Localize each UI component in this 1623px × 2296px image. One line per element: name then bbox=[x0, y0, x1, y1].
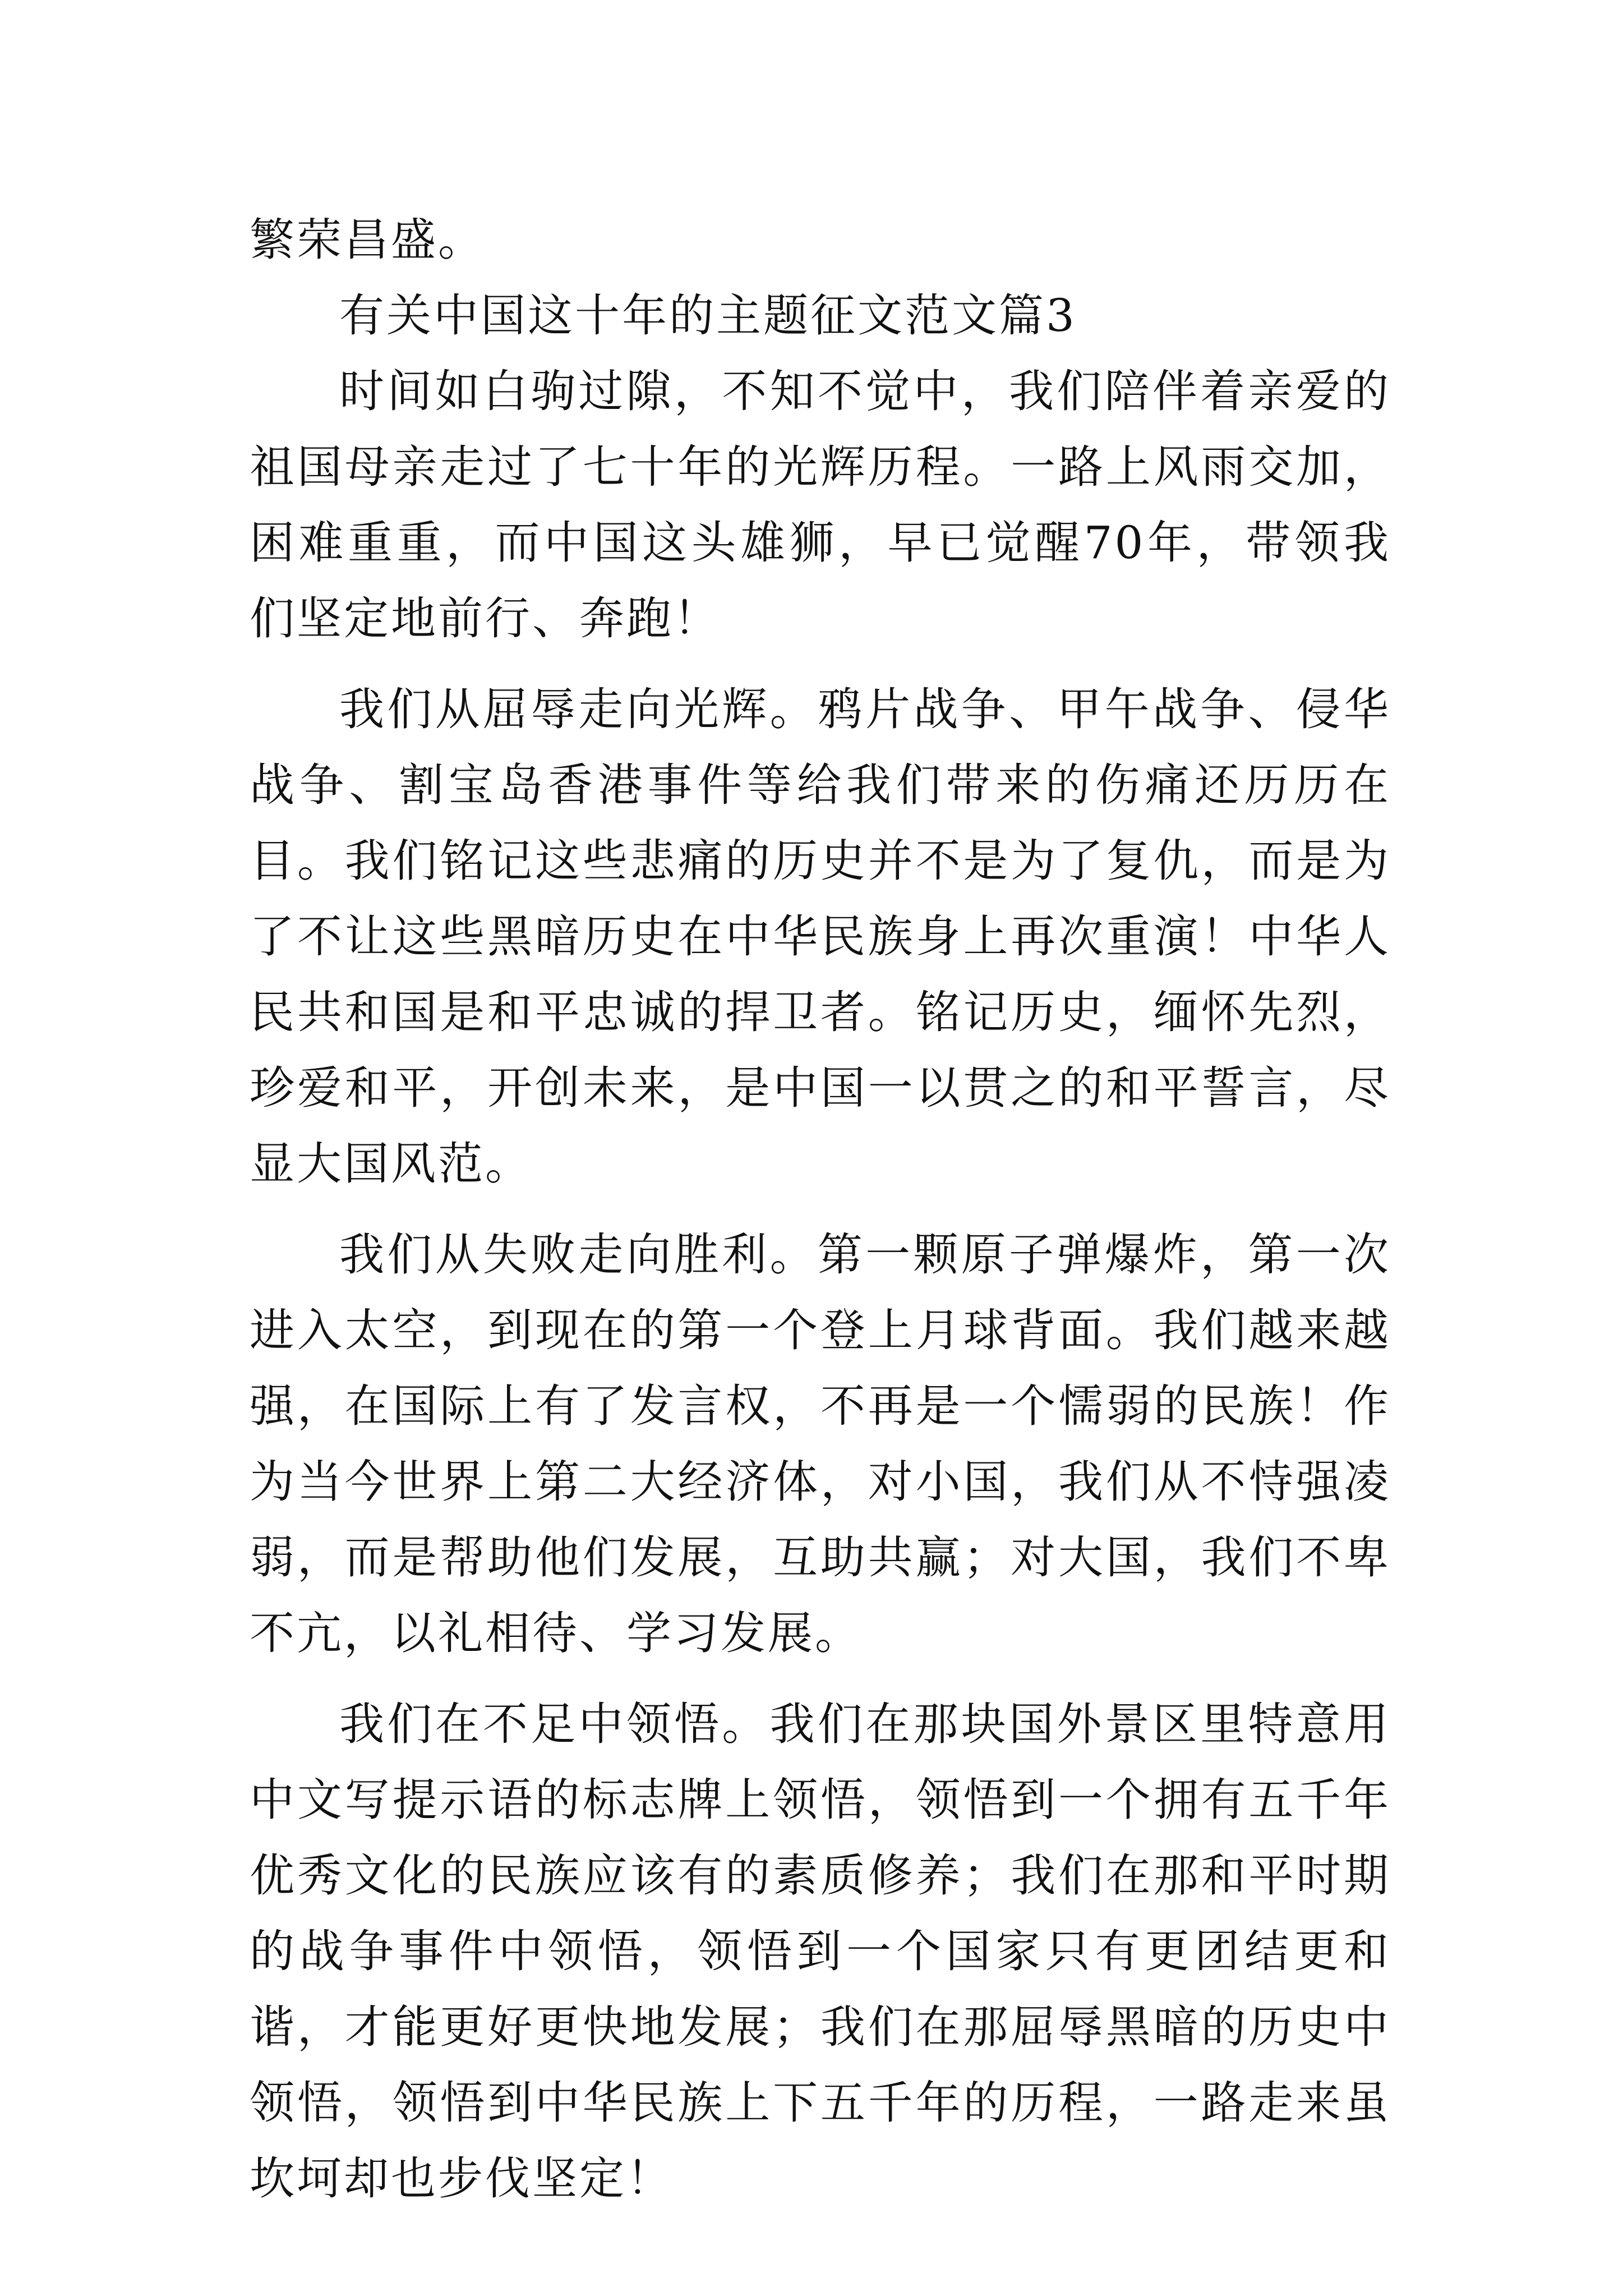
paragraph-learning-from-shortcomings: 我们在不足中领悟。我们在那块国外景区里特意用中文写提示语的标志牌上领悟，领悟到一个拥有五千年优秀文化的民族应该有的素质修养；我们在那和平时期的战争事件中领悟，领悟到一个国家只有更团结更和谐，才能更好更快地发展；我们在那屈辱黑暗的历史中领悟，领悟到中华民族上下五千年的历程，一路走来虽坎坷却也步伐坚定！ bbox=[250, 1698, 1391, 2205]
paragraph-intro: 时间如白驹过隙，不知不觉中，我们陪伴着亲爱的祖国母亲走过了七十年的光辉历程。一路上风雨交加，困难重重，而中国这头雄狮，早已觉醒70年，带领我们坚定地前行、奔跑！ bbox=[250, 365, 1391, 645]
document-body bbox=[250, 202, 1391, 2216]
paragraph-humiliation-to-glory: 我们从屈辱走向光辉。鸦片战争、甲午战争、侵华战争、割宝岛香港事件等给我们带来的伤痛还历历在目。我们铭记这些悲痛的历史并不是为了复仇，而是为了不让这些黑暗历史在中华民族身上再次重演！中华人民共和国是和平忠诚的捍卫者。铭记历史，缅怀先烈，珍爱和平，开创未来，是中国一以贯之的和平誓言，尽显大国风范。 bbox=[250, 683, 1391, 1190]
paragraph-failure-to-victory: 我们从失败走向胜利。第一颗原子弹爆炸，第一次进入太空，到现在的第一个登上月球背面。我们越来越强，在国际上有了发言权，不再是一个懦弱的民族！作为当今世界上第二大经济体，对小国，我们从不恃强凌弱，而是帮助他们发展，互助共赢；对大国，我们不卑不亢，以礼相待、学习发展。 bbox=[250, 1228, 1391, 1659]
paragraph-continuation: 繁荣昌盛。 bbox=[250, 214, 485, 266]
section-heading: 有关中国这十年的主题征文范文篇3 bbox=[339, 289, 1077, 342]
